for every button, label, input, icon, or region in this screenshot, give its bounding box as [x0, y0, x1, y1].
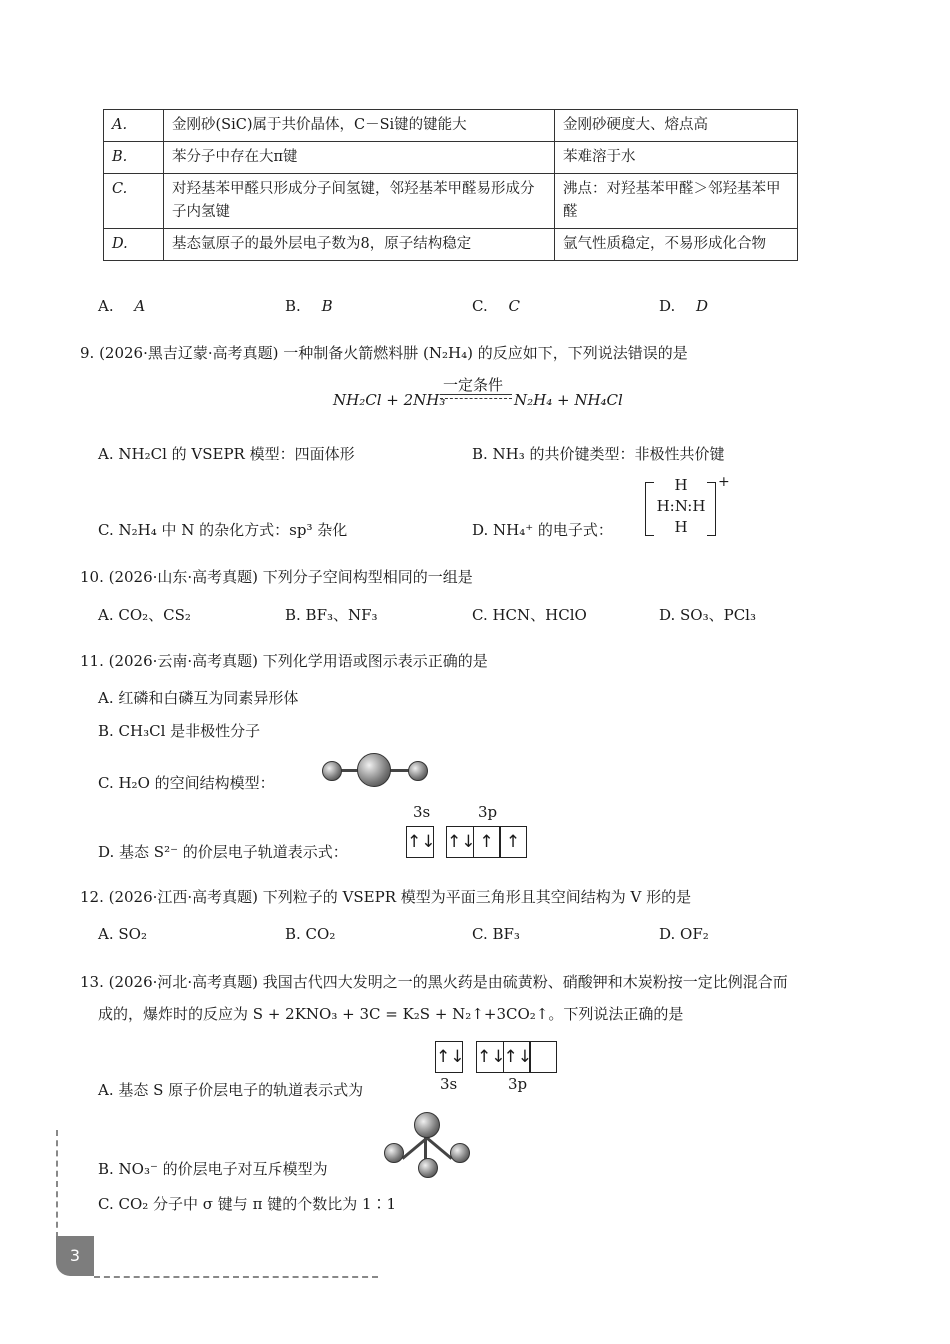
q8-option-c [472, 297, 520, 315]
page-border-horizontal [94, 1276, 378, 1278]
orbital-box: ↑ [499, 826, 527, 858]
lewis-middle: H:N:H [656, 497, 706, 515]
table-row [104, 229, 798, 261]
q8-option-d [659, 297, 708, 315]
orbital-label-3p: 3p [478, 803, 498, 821]
q13-option-a: A. 基态 S 原子价层电子的轨道表示式为 [98, 1081, 364, 1099]
q13-stem-line1: 13. (2026·河北·高考真题) 我国古代四大发明之一的黑火药是由硫黄粉、硝酸钾和木炭粉按一定比例混合而 [80, 973, 788, 991]
lewis-bottom: H [674, 518, 688, 536]
equation-left: NH₂Cl + 2NH₃ [333, 391, 446, 409]
q9-option-b: B. NH₃ 的共价键类型：非极性共价键 [472, 445, 725, 463]
q11-stem: 11. (2026·云南·高考真题) 下列化学用语或图示表示正确的是 [80, 652, 488, 670]
q9-stem: 9. (2026·黑吉辽蒙·高考真题) 一种制备火箭燃料肼 (N₂H₄) 的反应如下，下列说法错误的是 [80, 344, 688, 362]
q8-option-b [285, 297, 333, 315]
row-statement: 对羟基苯甲醛只形成分子间氢键，邻羟基苯甲醛易形成分子内氢键 [164, 174, 555, 229]
q11-option-a: A. 红磷和白磷互为同素异形体 [98, 689, 299, 707]
row-label: A. [104, 110, 164, 142]
q11-option-b: B. CH₃Cl 是非极性分子 [98, 722, 261, 740]
option-text: A [134, 297, 146, 315]
table-row [104, 110, 798, 142]
row-statement: 金刚砂(SiC)属于共价晶体，C－Si键的键能大 [164, 110, 555, 142]
orbital-3s [435, 1041, 465, 1073]
table-row [104, 142, 798, 174]
q8-option-a [98, 297, 145, 315]
orbital-box [529, 1041, 557, 1073]
q10-option-a: A. CO₂、CS₂ [98, 606, 191, 624]
row-label: C. [104, 174, 164, 229]
orbital-box: ↑↓ [435, 1041, 463, 1073]
orbital-label-3s: 3s [413, 803, 431, 821]
row-conclusion: 氩气性质稳定，不易形成化合物 [555, 229, 798, 261]
table-row [104, 174, 798, 229]
option-letter: D. [659, 297, 676, 315]
reaction-arrow [440, 394, 512, 399]
q13-option-c: C. CO₂ 分子中 σ 键与 π 键的个数比为 1∶1 [98, 1195, 397, 1213]
ammonium-lewis-structure [645, 474, 730, 536]
trigonal-planar-model-icon [384, 1112, 470, 1176]
orbital-box: ↑↓ [503, 1041, 531, 1073]
page-number: 3 [56, 1236, 94, 1276]
water-model-icon [322, 756, 428, 786]
lewis-charge: + [718, 474, 730, 490]
q12-option-d: D. OF₂ [659, 925, 709, 943]
q10-option-d: D. SO₃、PCl₃ [659, 606, 756, 624]
orbital-box: ↑ [473, 826, 501, 858]
option-text: B [321, 297, 333, 315]
q11-option-c: C. H₂O 的空间结构模型： [98, 774, 275, 792]
row-conclusion: 沸点：对羟基苯甲醛＞邻羟基苯甲醛 [555, 174, 798, 229]
q9-option-c: C. N₂H₄ 中 N 的杂化方式：sp³ 杂化 [98, 521, 348, 539]
q13-stem-line2: 成的，爆炸时的反应为 S + 2KNO₃ + 3C = K₂S + N₂↑+3CO₂↑。下列说法正确的是 [98, 1005, 684, 1023]
q9-option-d: D. NH₄⁺ 的电子式： [472, 521, 613, 539]
q12-stem: 12. (2026·江西·高考真题) 下列粒子的 VSEPR 模型为平面三角形且其空间结构为 V 形的是 [80, 888, 692, 906]
row-conclusion: 苯难溶于水 [555, 142, 798, 174]
row-statement: 基态氩原子的最外层电子数为8，原子结构稳定 [164, 229, 555, 261]
q12-option-b: B. CO₂ [285, 925, 336, 943]
q13-option-b: B. NO₃⁻ 的价层电子对互斥模型为 [98, 1160, 328, 1178]
reaction-condition: 一定条件 [443, 376, 504, 394]
equation-right: N₂H₄ + NH₄Cl [514, 391, 623, 409]
row-label: D. [104, 229, 164, 261]
lewis-top: H [674, 476, 688, 494]
orbital-3s [406, 826, 436, 858]
q11-option-d: D. 基态 S²⁻ 的价层电子轨道表示式： [98, 843, 348, 861]
orbital-box: ↑↓ [406, 826, 434, 858]
orbital-label-3s: 3s [440, 1075, 458, 1093]
q12-option-a: A. SO₂ [98, 925, 147, 943]
q10-option-c: C. HCN、HClO [472, 606, 587, 624]
row-statement: 苯分子中存在大π键 [164, 142, 555, 174]
option-letter: B. [285, 297, 301, 315]
q9-option-a: A. NH₂Cl 的 VSEPR 模型：四面体形 [98, 445, 355, 463]
orbital-3p [476, 1041, 556, 1073]
q10-stem: 10. (2026·山东·高考真题) 下列分子空间构型相同的一组是 [80, 568, 473, 586]
page-border-vertical [56, 1130, 58, 1238]
option-text: D [696, 297, 709, 315]
option-text: C [508, 297, 520, 315]
option-letter: C. [472, 297, 488, 315]
orbital-3p [446, 826, 526, 858]
orbital-label-3p: 3p [508, 1075, 528, 1093]
option-letter: A. [98, 297, 114, 315]
comparison-table [103, 109, 798, 261]
row-conclusion: 金刚砂硬度大、熔点高 [555, 110, 798, 142]
orbital-box: ↑↓ [446, 826, 474, 858]
row-label: B. [104, 142, 164, 174]
orbital-box: ↑↓ [476, 1041, 504, 1073]
q10-option-b: B. BF₃、NF₃ [285, 606, 378, 624]
q12-option-c: C. BF₃ [472, 925, 520, 943]
